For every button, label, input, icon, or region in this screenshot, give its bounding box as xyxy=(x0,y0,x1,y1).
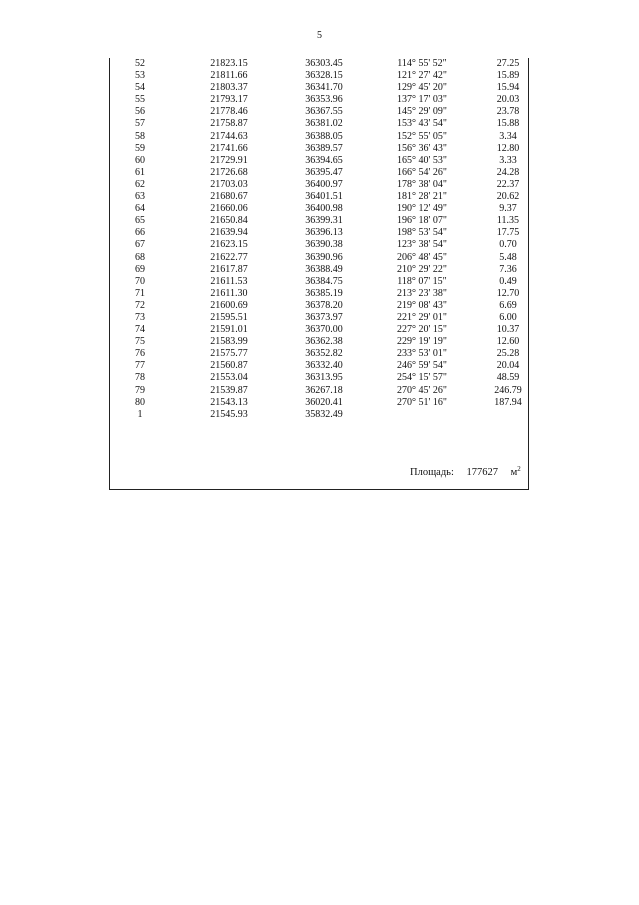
segment-length: 6.00 xyxy=(499,311,517,323)
point-number: 56 xyxy=(135,106,145,118)
table-row xyxy=(110,106,528,118)
table-row xyxy=(110,264,528,276)
table-row xyxy=(110,167,528,179)
coordinate-x: 21823.15 xyxy=(210,58,248,69)
segment-length: 17.75 xyxy=(496,227,520,239)
direction-angle: 270° 51' 16" xyxy=(397,396,447,408)
point-number: 70 xyxy=(135,275,145,287)
segment-length: 6.69 xyxy=(499,299,517,311)
table-row xyxy=(110,239,528,251)
table-row xyxy=(110,385,528,397)
coordinate-x: 21622.77 xyxy=(210,251,248,263)
coordinate-x: 21611.30 xyxy=(210,287,248,299)
coordinate-y: 36394.65 xyxy=(305,154,343,166)
direction-angle: 153° 43' 54" xyxy=(397,118,447,130)
area-label: Площадь: xyxy=(410,467,454,478)
direction-angle: 114° 55' 52" xyxy=(397,58,447,69)
coordinate-y: 36389.57 xyxy=(305,142,343,154)
table-row xyxy=(110,252,528,264)
direction-angle: 213° 23' 38" xyxy=(397,287,447,299)
table-row xyxy=(110,191,528,203)
segment-length: 48.59 xyxy=(496,372,520,384)
point-number: 74 xyxy=(135,324,145,336)
coordinate-x: 21611.53 xyxy=(210,275,248,287)
direction-angle: 178° 38' 04" xyxy=(397,178,447,190)
coordinate-y: 36353.96 xyxy=(305,94,343,106)
coordinate-x: 21650.84 xyxy=(210,215,248,227)
direction-angle: 246° 59' 54" xyxy=(397,360,447,372)
point-number: 80 xyxy=(135,396,145,408)
point-number: 54 xyxy=(135,82,145,94)
area-unit-text: м xyxy=(510,467,518,478)
table-row xyxy=(110,324,528,336)
coordinate-y: 36367.55 xyxy=(305,106,343,118)
coordinate-y: 36401.51 xyxy=(305,191,343,203)
point-number: 77 xyxy=(135,360,145,372)
point-number: 1 xyxy=(137,408,143,420)
coordinate-y: 36328.15 xyxy=(305,70,343,82)
segment-length: 3.33 xyxy=(499,154,517,166)
segment-length: 23.78 xyxy=(496,106,520,118)
segment-length: 24.28 xyxy=(496,166,520,178)
direction-angle: 229° 19' 19" xyxy=(397,336,447,348)
point-number: 66 xyxy=(135,227,145,239)
point-number: 61 xyxy=(135,166,145,178)
point-number: 71 xyxy=(135,287,145,299)
point-number: 72 xyxy=(135,299,145,311)
direction-angle: 221° 29' 01" xyxy=(397,311,447,323)
segment-length: 11.35 xyxy=(496,215,520,227)
segment-length: 12.60 xyxy=(496,336,520,348)
coordinate-x: 21744.63 xyxy=(210,130,248,142)
coordinate-x: 21639.94 xyxy=(210,227,248,239)
coordinate-x: 21726.68 xyxy=(210,166,248,178)
coordinate-y: 35832.49 xyxy=(305,408,343,420)
point-number: 76 xyxy=(135,348,145,360)
segment-length: 15.94 xyxy=(496,82,520,94)
point-number: 68 xyxy=(135,251,145,263)
coordinate-x: 21539.87 xyxy=(210,384,248,396)
point-number: 58 xyxy=(135,130,145,142)
segment-length: 3.34 xyxy=(499,130,517,142)
table-row xyxy=(110,155,528,167)
coordinate-x: 21778.46 xyxy=(210,106,248,118)
direction-angle: 166° 54' 26" xyxy=(397,166,447,178)
coordinate-x: 21758.87 xyxy=(210,118,248,130)
table-row xyxy=(110,143,528,155)
coordinate-x: 21583.99 xyxy=(210,336,248,348)
table-row xyxy=(110,179,528,191)
coordinate-y: 36267.18 xyxy=(305,384,343,396)
table-row xyxy=(110,300,528,312)
point-number: 53 xyxy=(135,70,145,82)
direction-angle: 118° 07' 15" xyxy=(397,275,447,287)
point-number: 78 xyxy=(135,372,145,384)
direction-angle: 198° 53' 54" xyxy=(397,227,447,239)
table-row xyxy=(110,131,528,143)
coordinate-x: 21729.91 xyxy=(210,154,248,166)
coordinate-x: 21591.01 xyxy=(210,324,248,336)
coordinate-y: 36341.70 xyxy=(305,82,343,94)
coordinate-x: 21600.69 xyxy=(210,299,248,311)
coordinate-x: 21595.51 xyxy=(210,311,248,323)
direction-angle: 227° 20' 15" xyxy=(397,324,447,336)
segment-length: 10.37 xyxy=(496,324,520,336)
coordinate-y: 36396.13 xyxy=(305,227,343,239)
segment-length: 15.89 xyxy=(496,70,520,82)
segment-length: 0.70 xyxy=(499,239,517,251)
segment-length: 7.36 xyxy=(499,263,517,275)
coordinate-y: 36390.96 xyxy=(305,251,343,263)
table-row xyxy=(110,203,528,215)
table-row xyxy=(110,227,528,239)
table-row xyxy=(110,409,528,421)
area-unit-power: 2 xyxy=(517,465,521,473)
coordinate-y: 36352.82 xyxy=(305,348,343,360)
segment-length: 12.80 xyxy=(496,142,520,154)
coordinate-y: 36385.19 xyxy=(305,287,343,299)
direction-angle: 270° 45' 26" xyxy=(397,384,447,396)
table-row xyxy=(110,288,528,300)
direction-angle: 254° 15' 57" xyxy=(397,372,447,384)
coordinate-y: 36390.38 xyxy=(305,239,343,251)
coordinate-y: 36381.02 xyxy=(305,118,343,130)
coordinate-y: 36388.49 xyxy=(305,263,343,275)
point-number: 52 xyxy=(135,58,145,69)
coordinate-x: 21543.13 xyxy=(210,396,248,408)
segment-length: 0.49 xyxy=(499,275,517,287)
table-row xyxy=(110,312,528,324)
table-row xyxy=(110,336,528,348)
table-row xyxy=(110,82,528,94)
segment-length: 15.88 xyxy=(496,118,520,130)
coordinate-y: 36332.40 xyxy=(305,360,343,372)
direction-angle: 156° 36' 43" xyxy=(397,142,447,154)
point-number: 60 xyxy=(135,154,145,166)
point-number: 79 xyxy=(135,384,145,396)
table-row xyxy=(110,360,528,372)
direction-angle: 196° 18' 07" xyxy=(397,215,447,227)
point-number: 67 xyxy=(135,239,145,251)
direction-angle: 219° 08' 43" xyxy=(397,299,447,311)
direction-angle: 165° 40' 53" xyxy=(397,154,447,166)
area-value: 177627 xyxy=(466,467,498,478)
direction-angle: 137° 17' 03" xyxy=(397,94,447,106)
area-summary xyxy=(410,465,521,478)
segment-length: 9.37 xyxy=(499,203,517,215)
coordinate-x: 21553.04 xyxy=(210,372,248,384)
coordinate-y: 36303.45 xyxy=(305,58,343,69)
coordinate-y: 36400.98 xyxy=(305,203,343,215)
table-row xyxy=(110,118,528,130)
direction-angle: 190° 12' 49" xyxy=(397,203,447,215)
point-number: 59 xyxy=(135,142,145,154)
segment-length: 20.04 xyxy=(496,360,520,372)
coordinate-x: 21793.17 xyxy=(210,94,248,106)
table-row xyxy=(110,397,528,409)
segment-length: 27.25 xyxy=(496,58,520,69)
segment-length: 22.37 xyxy=(496,178,520,190)
coordinate-x: 21623.15 xyxy=(210,239,248,251)
table-row xyxy=(110,372,528,384)
segment-length: 25.28 xyxy=(496,348,520,360)
coordinate-y: 36020.41 xyxy=(305,396,343,408)
coordinate-y: 36373.97 xyxy=(305,311,343,323)
direction-angle: 121° 27' 42" xyxy=(397,70,447,82)
segment-length: 12.70 xyxy=(496,287,520,299)
segment-length: 20.62 xyxy=(496,191,520,203)
coordinate-x: 21803.37 xyxy=(210,82,248,94)
segment-length: 246.79 xyxy=(494,384,522,396)
coordinate-y: 36370.00 xyxy=(305,324,343,336)
direction-angle: 181° 28' 21" xyxy=(397,191,447,203)
table-row xyxy=(110,58,528,70)
point-number: 65 xyxy=(135,215,145,227)
direction-angle: 123° 38' 54" xyxy=(397,239,447,251)
coordinate-x: 21680.67 xyxy=(210,191,248,203)
table-row xyxy=(110,276,528,288)
coordinate-y: 36395.47 xyxy=(305,166,343,178)
page-number: 5 xyxy=(317,30,322,41)
point-number: 75 xyxy=(135,336,145,348)
table-row xyxy=(110,94,528,106)
coordinate-y: 36400.97 xyxy=(305,178,343,190)
coordinate-x: 21811.66 xyxy=(210,70,248,82)
point-number: 69 xyxy=(135,263,145,275)
coordinates-table xyxy=(110,58,528,421)
coordinate-y: 36384.75 xyxy=(305,275,343,287)
table-row xyxy=(110,215,528,227)
direction-angle: 129° 45' 20" xyxy=(397,82,447,94)
point-number: 64 xyxy=(135,203,145,215)
point-number: 55 xyxy=(135,94,145,106)
segment-length: 187.94 xyxy=(494,396,522,408)
coordinate-x: 21660.06 xyxy=(210,203,248,215)
coordinate-y: 36399.31 xyxy=(305,215,343,227)
coordinate-x: 21575.77 xyxy=(210,348,248,360)
point-number: 57 xyxy=(135,118,145,130)
coordinate-x: 21545.93 xyxy=(210,408,248,420)
coordinate-x: 21560.87 xyxy=(210,360,248,372)
segment-length: 20.03 xyxy=(496,94,520,106)
segment-length: 5.48 xyxy=(499,251,517,263)
direction-angle: 152° 55' 05" xyxy=(397,130,447,142)
direction-angle: 145° 29' 09" xyxy=(397,106,447,118)
point-number: 73 xyxy=(135,311,145,323)
area-unit xyxy=(511,465,521,478)
direction-angle: 233° 53' 01" xyxy=(397,348,447,360)
coordinate-y: 36362.38 xyxy=(305,336,343,348)
coordinate-y: 36378.20 xyxy=(305,299,343,311)
direction-angle: 206° 48' 45" xyxy=(397,251,447,263)
coordinate-x: 21741.66 xyxy=(210,142,248,154)
coordinate-y: 36313.95 xyxy=(305,372,343,384)
coordinates-table-frame xyxy=(109,58,529,490)
point-number: 63 xyxy=(135,191,145,203)
direction-angle: 210° 29' 22" xyxy=(397,263,447,275)
coordinate-x: 21617.87 xyxy=(210,263,248,275)
point-number: 62 xyxy=(135,178,145,190)
coordinate-y: 36388.05 xyxy=(305,130,343,142)
table-row xyxy=(110,70,528,82)
table-row xyxy=(110,348,528,360)
coordinate-x: 21703.03 xyxy=(210,178,248,190)
